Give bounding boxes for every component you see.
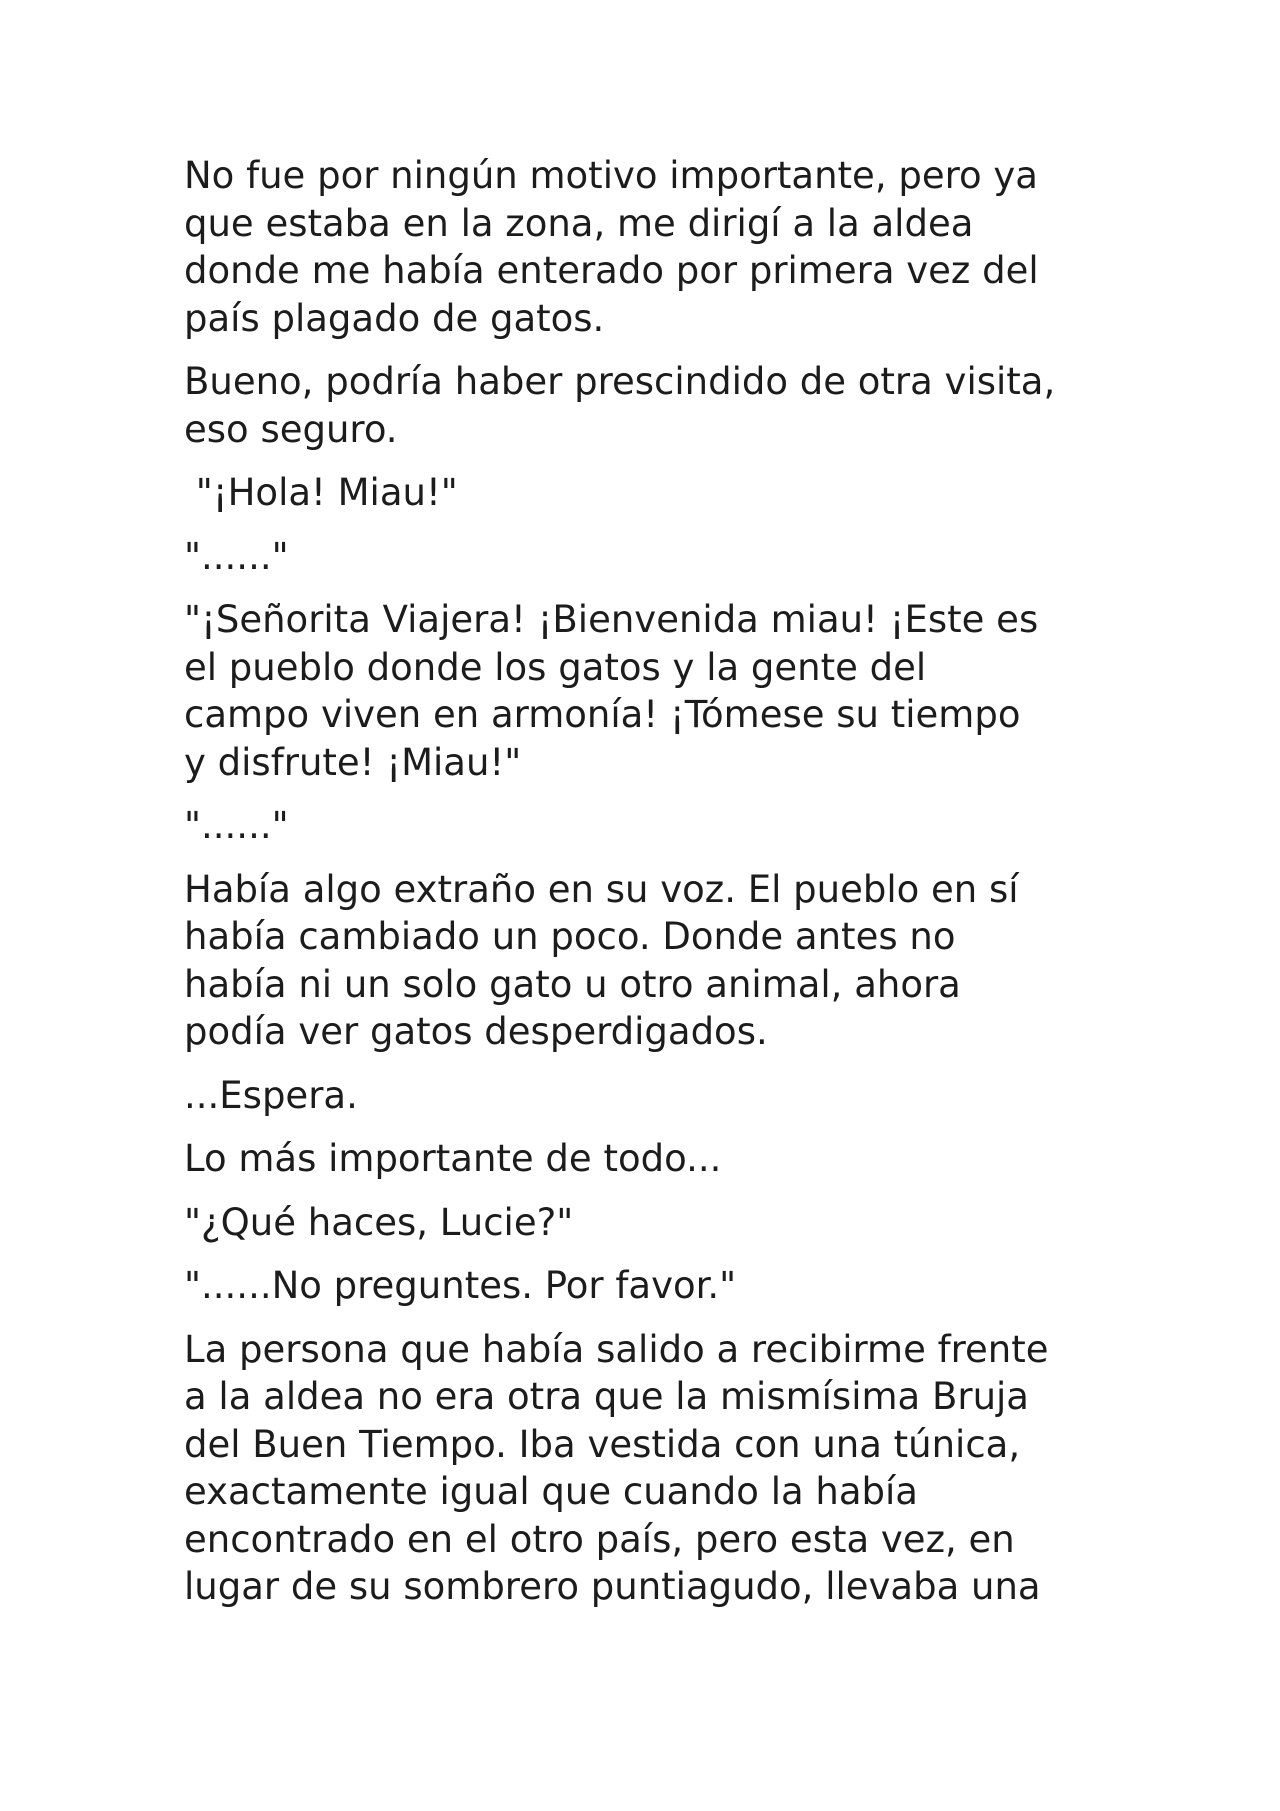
document-body (184, 152, 1124, 1627)
text-line: y disfrute! ¡Miau!" (184, 740, 522, 784)
paragraph (184, 1072, 1124, 1120)
paragraph (184, 152, 1124, 342)
text-line: Había algo extraño en su voz. El pueblo en sí (184, 867, 1019, 911)
paragraph (184, 802, 1124, 850)
paragraph (184, 1262, 1124, 1310)
text-line: "¿Qué haces, Lucie?" (184, 1200, 574, 1244)
text-line: había cambiado un poco. Donde antes no (184, 915, 956, 958)
text-line: encontrado en el otro país, pero esta vez, en (184, 1517, 1015, 1561)
text-line: "......No preguntes. Por favor." (184, 1264, 737, 1307)
text-line: país plagado de gatos. (184, 296, 605, 340)
text-line: lugar de su sombrero puntiagudo, llevaba una (184, 1565, 1041, 1608)
paragraph (184, 469, 1124, 517)
text-line: ...Espera. (184, 1073, 358, 1117)
text-line: donde me había enterado por primera vez del (184, 249, 1039, 292)
text-line: "¡Señorita Viajera! ¡Bienvenida miau! ¡Este es (184, 598, 1039, 641)
text-line: Lo más importante de todo... (184, 1137, 722, 1180)
paragraph (184, 358, 1124, 453)
paragraph (184, 1199, 1124, 1247)
paragraph (184, 1135, 1124, 1183)
paragraph (184, 866, 1124, 1056)
text-line: Bueno, podría haber prescindido de otra visita, (184, 360, 1056, 403)
paragraph (184, 596, 1124, 786)
paragraph (184, 1326, 1124, 1611)
text-line: exactamente igual que cuando la había (184, 1470, 918, 1513)
text-line: No fue por ningún motivo importante, pero ya (184, 154, 1038, 197)
text-line: "......" (184, 534, 289, 578)
text-line: el pueblo donde los gatos y la gente del (184, 645, 927, 689)
text-line: "......" (184, 804, 289, 847)
text-line: a la aldea no era otra que la mismísima Bruja (184, 1375, 1029, 1418)
text-line: campo viven en armonía! ¡Tómese su tiempo (184, 693, 1021, 736)
text-line: que estaba en la zona, me dirigí a la aldea (184, 201, 974, 245)
text-line: del Buen Tiempo. Iba vestida con una túnica, (184, 1422, 1021, 1466)
text-line: La persona que había salido a recibirme frente (184, 1327, 1049, 1371)
paragraph (184, 533, 1124, 581)
text-line: eso seguro. (184, 407, 398, 451)
text-line: podía ver gatos desperdigados. (184, 1010, 768, 1053)
text-line: "¡Hola! Miau!" (184, 471, 458, 514)
text-line: había ni un solo gato u otro animal, ahora (184, 962, 961, 1006)
